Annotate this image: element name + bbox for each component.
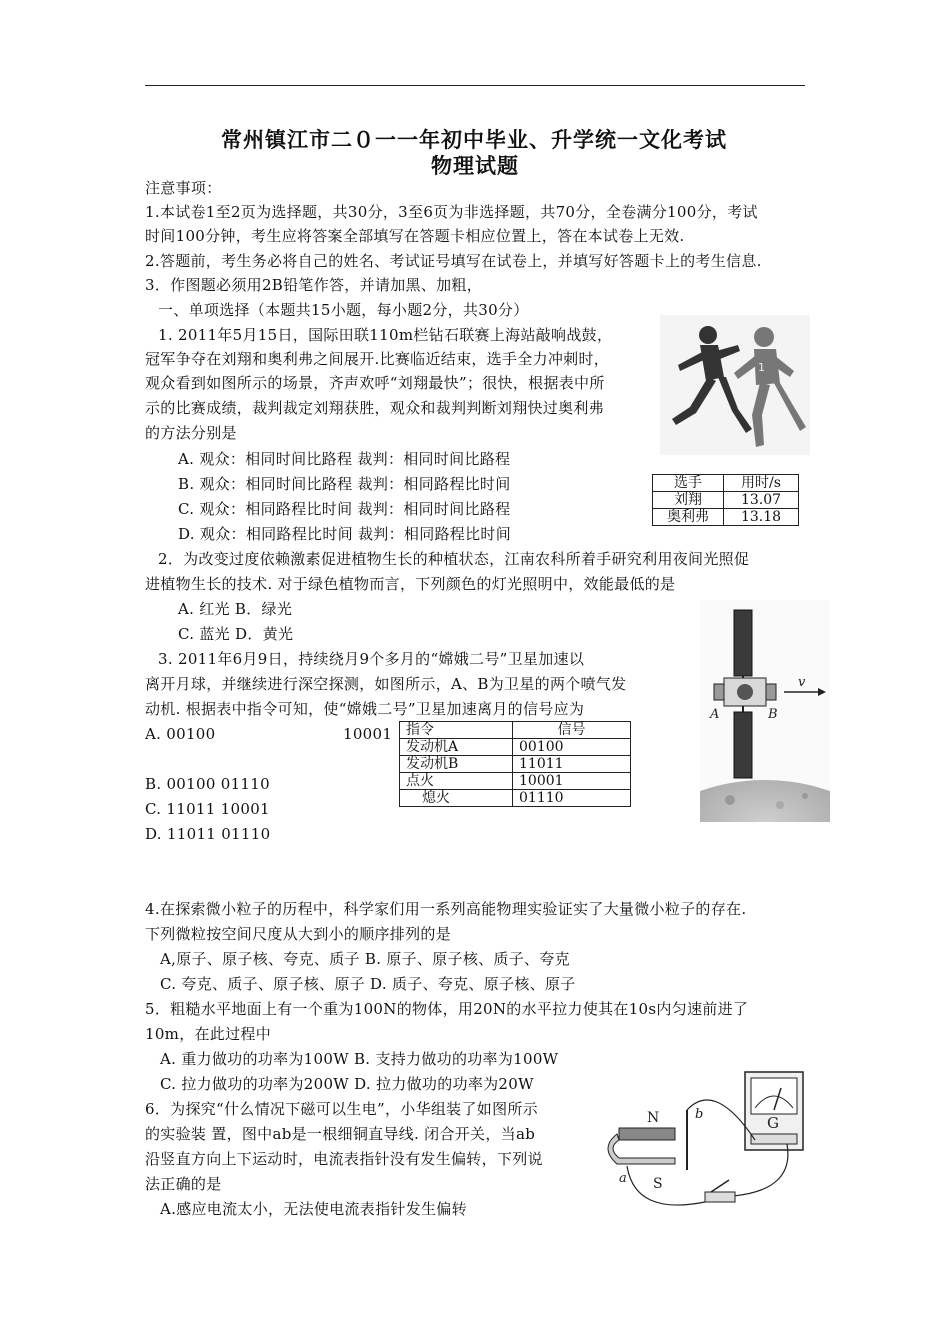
- table-cell: 01110: [513, 790, 631, 807]
- q1-table-header-time: 用时/s: [724, 475, 799, 492]
- exam-title-line1: 常州镇江市二０一一年初中毕业、升学统一文化考试: [221, 128, 727, 152]
- velocity-label: v: [798, 675, 806, 690]
- q4-line1: 4.在探索微小粒子的历程中，科学家们用一系列高能物理实验证实了大量微小粒子的存在.: [145, 900, 747, 918]
- q1-option-a: A. 观众：相同时间比路程 裁判：相同时间比路程: [178, 450, 511, 468]
- q1-line1: 1. 2011年5月15日，国际田联110m栏钻石联赛上海站敲响战鼓，: [158, 326, 613, 344]
- q1-line5: 的方法分别是: [145, 424, 237, 442]
- q3-table-header-command: 指令: [400, 722, 513, 739]
- q1-line3: 观众看到如图所示的场景，齐声欢呼“刘翔最快”；很快，根据表中所: [145, 374, 605, 392]
- table-cell: 熄火: [400, 790, 513, 807]
- q3-option-a-right: 10001: [343, 725, 393, 743]
- q6-line3: 沿竖直方向上下运动时，电流表指针没有发生偏转，下列说: [145, 1150, 543, 1168]
- table-cell: 奥利弗: [653, 509, 724, 526]
- q5-options-cd: C. 拉力做功的功率为200W D. 拉力做功的功率为20W: [160, 1075, 534, 1093]
- q3-line1: 3. 2011年6月9日，持续绕月9个多月的“嫦娥二号”卫星加速以: [158, 650, 585, 668]
- q4-options-ab: A,原子、原子核、夸克、质子 B. 原子、原子核、质子、夸克: [160, 950, 570, 968]
- q3-table-header-signal: 信号: [513, 722, 631, 739]
- top-rule: [145, 85, 805, 86]
- q4-line2: 下列微粒按空间尺度从大到小的顺序排列的是: [145, 925, 452, 943]
- q6-line2: 的实验装 置，图中ab是一根细铜直导线. 闭合开关，当ab: [145, 1125, 536, 1143]
- q2-options-ab: A. 红光 B．绿光: [178, 600, 293, 618]
- q3-line3: 动机. 根据表中指令可知，使“嫦娥二号”卫星加速离月的信号应为: [145, 700, 585, 718]
- table-cell: 发动机B: [400, 756, 513, 773]
- q3-option-c: C. 11011 10001: [145, 800, 270, 818]
- exam-title-line2: 物理试题: [431, 154, 519, 178]
- q5-options-ab: A. 重力做功的功率为100W B. 支持力做功的功率为100W: [160, 1050, 559, 1068]
- q3-line2: 离开月球，并继续进行深空探测，如图所示，A、B为卫星的两个喷气发: [145, 675, 627, 693]
- notice-item-1a: 1.本试卷1至2页为选择题，共30分，3至6页为非选择题，共70分，全卷满分100分，考试: [145, 203, 758, 221]
- induction-apparatus-figure: [605, 1070, 810, 1218]
- q3-command-table: [399, 721, 631, 807]
- notice-item-3: 3．作图题必须用2B铅笔作答，并请加黑、加粗，: [145, 276, 483, 294]
- magnet-pole-n-label: N: [647, 1110, 660, 1126]
- q4-options-cd: C. 夸克、质子、原子核、原子 D. 质子、夸克、原子核、原子: [160, 975, 576, 993]
- q3-option-b: B. 00100 01110: [145, 775, 270, 793]
- q1-option-c: C. 观众：相同路程比时间 裁判：相同时间比路程: [178, 500, 511, 518]
- q6-line4: 法正确的是: [145, 1175, 222, 1193]
- q1-option-b: B. 观众：相同时间比路程 裁判：相同路程比时间: [178, 475, 511, 493]
- table-cell: 刘翔: [653, 492, 724, 509]
- magnet-pole-s-label: S: [653, 1176, 663, 1192]
- q5-line1: 5．粗糙水平地面上有一个重为100N的物体，用20N的水平拉力使其在10s内匀速前进了: [145, 1000, 749, 1018]
- wire-end-b-label: b: [695, 1107, 704, 1122]
- q1-option-d: D. 观众：相同路程比时间 裁判：相同路程比时间: [178, 525, 511, 543]
- notice-heading: 注意事项：: [145, 179, 222, 197]
- q1-results-table: [652, 474, 799, 526]
- satellite-label-b: B: [768, 707, 778, 722]
- section-heading: 一、单项选择（本题共15小题，每小题2分，共30分）: [158, 301, 529, 319]
- q6-option-a: A.感应电流太小，无法使电流表指针发生偏转: [160, 1200, 467, 1218]
- table-cell: 点火: [400, 773, 513, 790]
- hurdlers-photo: [660, 315, 810, 455]
- q2-line1: 2．为改变过度依赖激素促进植物生长的种植状态，江南农科所着手研究利用夜间光照促: [158, 550, 750, 568]
- table-cell: 00100: [513, 739, 631, 756]
- table-cell: 13.18: [724, 509, 799, 526]
- table-cell: 发动机A: [400, 739, 513, 756]
- q3-option-a-left: A. 00100: [145, 725, 216, 743]
- q3-option-d: D. 11011 01110: [145, 825, 271, 843]
- satellite-label-a: A: [710, 707, 720, 722]
- q2-line2: 进植物生长的技术. 对于绿色植物而言，下列颜色的灯光照明中，效能最低的是: [145, 575, 676, 593]
- galvanometer-label: G: [767, 1114, 779, 1132]
- table-cell: 11011: [513, 756, 631, 773]
- q1-table-header-athlete: 选手: [653, 475, 724, 492]
- table-cell: 13.07: [724, 492, 799, 509]
- q2-options-cd: C. 蓝光 D．黄光: [178, 625, 294, 643]
- svg-text:1: 1: [758, 361, 765, 374]
- q1-line4: 示的比赛成绩，裁判裁定刘翔获胜，观众和裁判判断刘翔快过奥利弗: [145, 399, 605, 417]
- q6-line1: 6．为探究“什么情况下磁可以生电”，小华组装了如图所示: [145, 1100, 538, 1118]
- table-cell: 10001: [513, 773, 631, 790]
- q5-line2: 10m，在此过程中: [145, 1025, 272, 1043]
- notice-item-2: 2.答题前，考生务必将自己的姓名、考试证号填写在试卷上，并填写好答题卡上的考生信息.: [145, 252, 762, 270]
- satellite-figure: [700, 600, 830, 822]
- wire-end-a-label: a: [619, 1171, 627, 1186]
- q1-line2: 冠军争夺在刘翔和奥利弗之间展开.比赛临近结束，选手全力冲刺时，: [145, 350, 610, 368]
- notice-item-1b: 时间100分钟，考生应将答案全部填写在答题卡相应位置上，答在本试卷上无效.: [145, 227, 685, 245]
